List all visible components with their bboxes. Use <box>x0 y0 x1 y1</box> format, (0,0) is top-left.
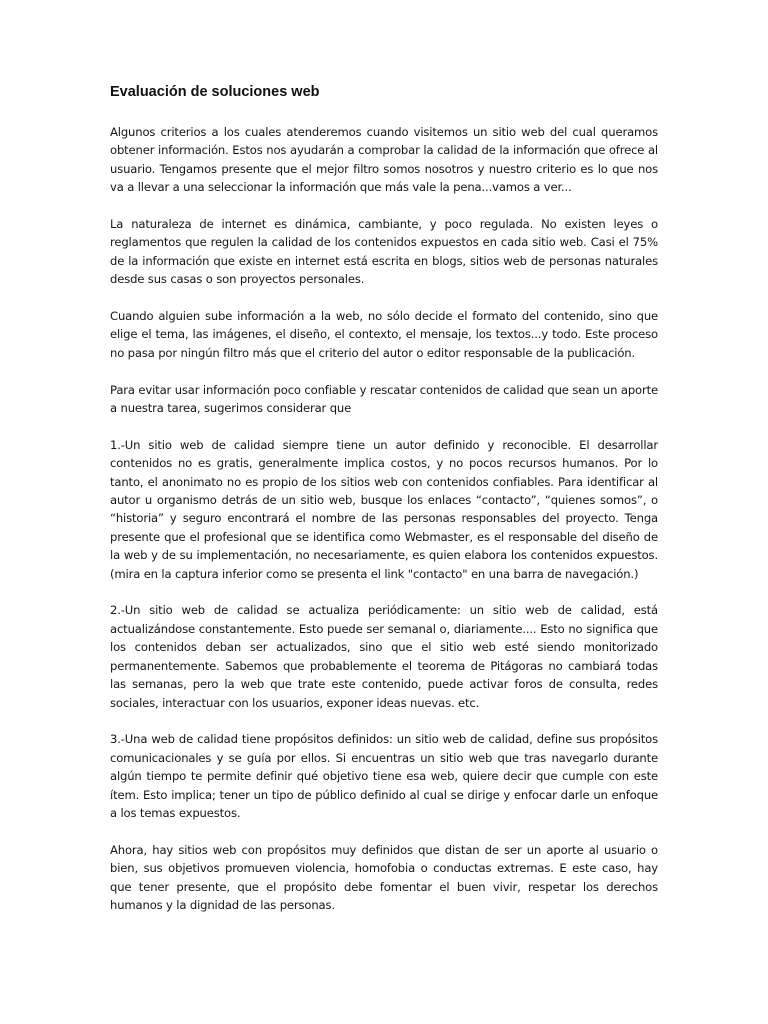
paragraph-internet-nature: La naturaleza de internet es dinámica, cambiante, y poco regulada. No existen leyes o reglamentos que regulen la calidad de los contenidos expuestos en cada sitio web. Casi el 75% de la información que existe en internet está escrita en blogs, sitios web de personas naturales desde sus casas o son proyectos personales. <box>110 217 658 287</box>
paragraph-criterion-3: 3.-Una web de calidad tiene propósitos definidos: un sitio web de calidad, define sus propósitos comunicacionales y se guía por ellos. Si encuentras un sitio web que tras navegarlo durante algún tiempo te permite definir qué objetivo tiene esa web, quiere decir que cumple con este ítem. Esto implica; tener un tipo de público definido al cual se dirige y enfocar darle un enfoque a los temas expuestos. <box>110 732 658 820</box>
document-title: Evaluación de soluciones web <box>110 84 320 100</box>
paragraph-consider: Para evitar usar información poco confiable y rescatar contenidos de calidad que sean un aporte a nuestra tarea, sugerimos considerar que <box>110 382 658 416</box>
paragraph-conclusion: Ahora, hay sitios web con propósitos muy definidos que distan de ser un aporte al usuario o bien, sus objetivos promueven violencia, homofobia o conductas extremas. E este caso, hay que tener presente, que el propósito debe fomentar el buen vivir, respetar los derechos humanos y la dignidad de las personas. <box>110 842 658 912</box>
paragraph-intro: Algunos criterios a los cuales atenderemos cuando visitemos un sitio web del cual queramos obtener información. Estos nos ayudarán a comprobar la calidad de la información que ofrece al usuario. Tengamos presente que el mejor filtro somos nosotros y nuestro criterio es lo que nos va a llevar a una seleccionar la información que más vale la pena...vamos a ver... <box>110 125 658 195</box>
document-page <box>110 80 658 914</box>
paragraph-publishing: Cuando alguien sube información a la web, no sólo decide el formato del contenido, sino que elige el tema, las imágenes, el diseño, el contexto, el mensaje, los textos...y todo. Este proceso no pasa por ningún filtro más que el criterio del autor o editor responsable de la publicación. <box>110 309 658 360</box>
paragraph-criterion-2: 2.-Un sitio web de calidad se actualiza periódicamente: un sitio web de calidad, está actualizándose constantemente. Esto puede ser semanal o, diariamente.... Esto no significa que los contenidos deban ser actualizados, sino que el sitio web esté siendo monitorizado permanentemente. Sabemos que probablemente el teorema de Pitágoras no cambiará todas las semanas, pero la web que trate este contenido, puede activar foros de consulta, redes sociales, interactuar con los usuarios, exponer ideas nuevas. etc. <box>110 603 658 710</box>
paragraph-criterion-1: 1.-Un sitio web de calidad siempre tiene un autor definido y reconocible. El desarrollar contenidos no es gratis, generalmente implica costos, y no pocos recursos humanos. Por lo tanto, el anonimato no es propio de los sitios web con contenidos confiables. Para identificar al autor u organismo detrás de un sitio web, busque los enlaces “contacto”, “quienes somos”, o “historia” y seguro encontrará el nombre de las personas responsables del proyecto. Tenga presente que el profesional que se identifica como Webmaster, es el responsable del diseño de la web y de su implementación, no necesariamente, es quien elabora los contenidos expuestos. (mira en la captura inferior como se presenta el link "contacto" en una barra de navegación.) <box>110 437 658 581</box>
